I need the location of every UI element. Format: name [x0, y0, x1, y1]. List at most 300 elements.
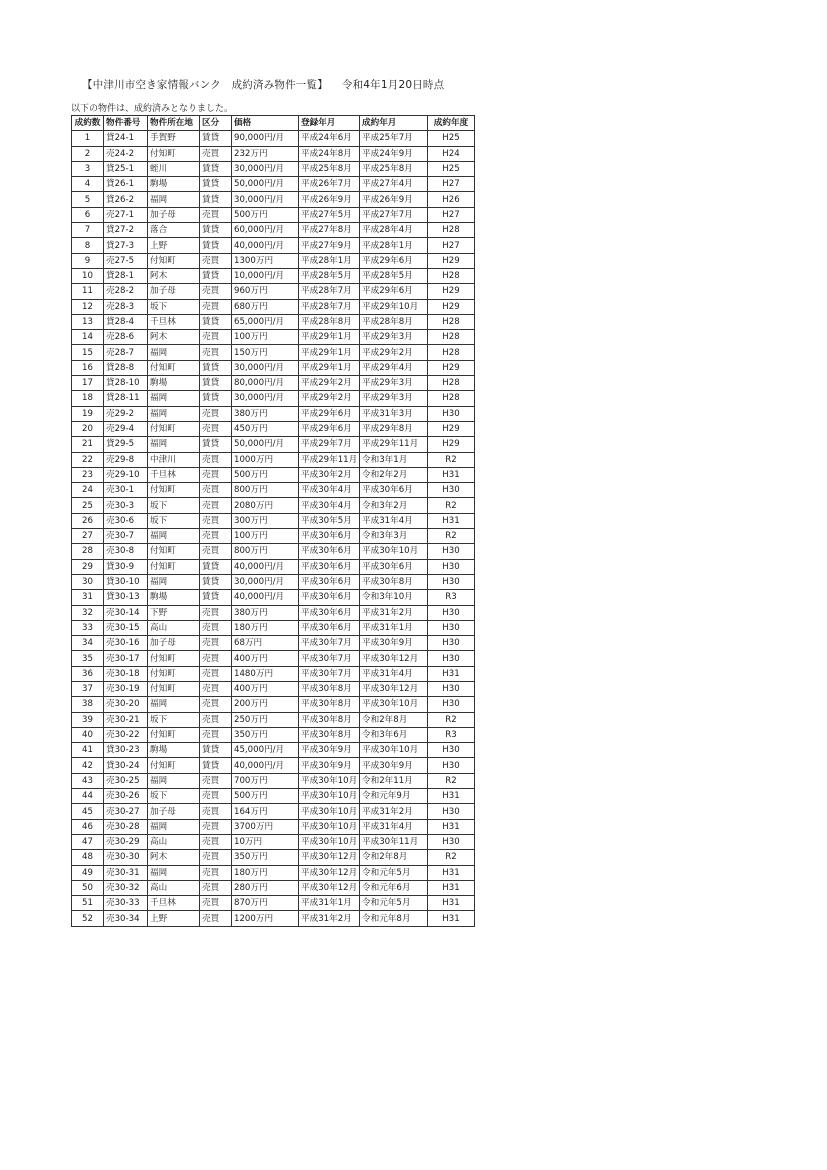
- cell-price: 280万円: [232, 880, 299, 895]
- cell-category: 売買: [200, 789, 232, 804]
- cell-registered: 平成29年6月: [299, 406, 360, 421]
- cell-contract-no: 8: [72, 238, 104, 253]
- column-header-price: 価格: [232, 116, 299, 131]
- cell-contract-no: 32: [72, 605, 104, 620]
- cell-fiscal-year: H28: [428, 268, 475, 283]
- cell-contracted: 令和2年8月: [360, 850, 428, 865]
- cell-registered: 平成30年12月: [299, 865, 360, 880]
- cell-contracted: 令和3年1月: [360, 452, 428, 467]
- cell-property-no: 貸27-2: [104, 223, 148, 238]
- cell-category: 売買: [200, 651, 232, 666]
- column-header-contract-no: 成約数: [72, 116, 104, 131]
- cell-property-no: 売28-3: [104, 299, 148, 314]
- cell-location: 福岡: [148, 391, 200, 406]
- table-row: [72, 681, 475, 696]
- cell-location: 付知町: [148, 681, 200, 696]
- cell-contracted: 平成24年9月: [360, 146, 428, 161]
- cell-price: 450万円: [232, 421, 299, 436]
- table-row: [72, 437, 475, 452]
- cell-fiscal-year: H30: [428, 605, 475, 620]
- cell-registered: 平成31年2月: [299, 911, 360, 926]
- cell-contract-no: 27: [72, 529, 104, 544]
- cell-registered: 平成27年9月: [299, 238, 360, 253]
- cell-location: 坂下: [148, 789, 200, 804]
- cell-property-no: 貸24-1: [104, 131, 148, 146]
- cell-registered: 平成30年6月: [299, 574, 360, 589]
- cell-contracted: 平成28年5月: [360, 268, 428, 283]
- cell-fiscal-year: H26: [428, 192, 475, 207]
- cell-price: 30,000円/月: [232, 391, 299, 406]
- cell-fiscal-year: H31: [428, 513, 475, 528]
- cell-fiscal-year: H31: [428, 865, 475, 880]
- cell-location: 付知町: [148, 146, 200, 161]
- cell-property-no: 貸30-23: [104, 743, 148, 758]
- cell-fiscal-year: H30: [428, 697, 475, 712]
- cell-contracted: 平成29年6月: [360, 284, 428, 299]
- cell-contracted: 平成30年12月: [360, 681, 428, 696]
- cell-property-no: 売30-22: [104, 727, 148, 742]
- cell-location: 付知町: [148, 421, 200, 436]
- cell-category: 売買: [200, 819, 232, 834]
- cell-property-no: 売30-17: [104, 651, 148, 666]
- cell-contract-no: 1: [72, 131, 104, 146]
- table-row: [72, 605, 475, 620]
- cell-fiscal-year: R2: [428, 712, 475, 727]
- cell-category: 売買: [200, 467, 232, 482]
- cell-contracted: 平成30年8月: [360, 574, 428, 589]
- cell-location: 阿木: [148, 268, 200, 283]
- cell-contracted: 令和2年2月: [360, 467, 428, 482]
- cell-price: 500万円: [232, 789, 299, 804]
- cell-contracted: 平成29年6月: [360, 253, 428, 268]
- cell-property-no: 売30-27: [104, 804, 148, 819]
- column-header-location: 物件所在地: [148, 116, 200, 131]
- table-row: [72, 376, 475, 391]
- cell-property-no: 売30-33: [104, 896, 148, 911]
- cell-fiscal-year: R2: [428, 850, 475, 865]
- cell-property-no: 貸28-4: [104, 314, 148, 329]
- table-row: [72, 697, 475, 712]
- table-row: [72, 911, 475, 926]
- cell-contracted: 平成30年6月: [360, 483, 428, 498]
- cell-location: 手賀野: [148, 131, 200, 146]
- cell-contracted: 令和元年9月: [360, 789, 428, 804]
- cell-registered: 平成26年9月: [299, 192, 360, 207]
- cell-location: 福岡: [148, 406, 200, 421]
- cell-contracted: 平成29年3月: [360, 391, 428, 406]
- cell-property-no: 売29-2: [104, 406, 148, 421]
- table-row: [72, 406, 475, 421]
- cell-fiscal-year: R3: [428, 727, 475, 742]
- table-row: [72, 666, 475, 681]
- cell-location: 阿木: [148, 330, 200, 345]
- cell-category: 売買: [200, 406, 232, 421]
- cell-fiscal-year: R2: [428, 773, 475, 788]
- cell-contract-no: 52: [72, 911, 104, 926]
- cell-price: 380万円: [232, 605, 299, 620]
- cell-price: 700万円: [232, 773, 299, 788]
- cell-property-no: 貸28-8: [104, 360, 148, 375]
- cell-contract-no: 38: [72, 697, 104, 712]
- cell-property-no: 売29-10: [104, 467, 148, 482]
- cell-contracted: 平成30年12月: [360, 651, 428, 666]
- cell-fiscal-year: H29: [428, 253, 475, 268]
- cell-category: 売買: [200, 727, 232, 742]
- cell-contracted: 平成30年9月: [360, 636, 428, 651]
- table-row: [72, 529, 475, 544]
- cell-fiscal-year: H30: [428, 406, 475, 421]
- table-row: [72, 850, 475, 865]
- cell-category: 売買: [200, 253, 232, 268]
- cell-location: 福岡: [148, 773, 200, 788]
- cell-price: 680万円: [232, 299, 299, 314]
- cell-fiscal-year: H30: [428, 651, 475, 666]
- cell-contracted: 平成27年4月: [360, 177, 428, 192]
- table-row: [72, 177, 475, 192]
- cell-location: 付知町: [148, 666, 200, 681]
- cell-property-no: 貸26-1: [104, 177, 148, 192]
- cell-property-no: 貸30-24: [104, 758, 148, 773]
- cell-contract-no: 2: [72, 146, 104, 161]
- cell-price: 40,000円/月: [232, 590, 299, 605]
- cell-location: 千旦林: [148, 467, 200, 482]
- cell-price: 40,000円/月: [232, 238, 299, 253]
- cell-price: 232万円: [232, 146, 299, 161]
- cell-fiscal-year: H30: [428, 804, 475, 819]
- cell-fiscal-year: R2: [428, 498, 475, 513]
- cell-category: 売買: [200, 529, 232, 544]
- cell-contract-no: 45: [72, 804, 104, 819]
- cell-fiscal-year: H31: [428, 896, 475, 911]
- table-row: [72, 544, 475, 559]
- cell-location: 付知町: [148, 253, 200, 268]
- cell-property-no: 売24-2: [104, 146, 148, 161]
- cell-registered: 平成30年8月: [299, 697, 360, 712]
- cell-contract-no: 22: [72, 452, 104, 467]
- cell-contract-no: 4: [72, 177, 104, 192]
- cell-location: 付知町: [148, 727, 200, 742]
- cell-category: 売買: [200, 865, 232, 880]
- cell-registered: 平成29年1月: [299, 345, 360, 360]
- cell-location: 付知町: [148, 544, 200, 559]
- cell-registered: 平成30年7月: [299, 636, 360, 651]
- cell-price: 65,000円/月: [232, 314, 299, 329]
- cell-price: 3700万円: [232, 819, 299, 834]
- cell-price: 164万円: [232, 804, 299, 819]
- table-row: [72, 773, 475, 788]
- cell-contract-no: 16: [72, 360, 104, 375]
- cell-registered: 平成30年4月: [299, 498, 360, 513]
- cell-contracted: 平成31年4月: [360, 819, 428, 834]
- cell-location: 下野: [148, 605, 200, 620]
- cell-price: 10,000円/月: [232, 268, 299, 283]
- cell-price: 180万円: [232, 865, 299, 880]
- table-row: [72, 758, 475, 773]
- cell-location: 坂下: [148, 299, 200, 314]
- cell-contract-no: 14: [72, 330, 104, 345]
- cell-property-no: 貸29-5: [104, 437, 148, 452]
- cell-property-no: 貸30-13: [104, 590, 148, 605]
- cell-price: 350万円: [232, 727, 299, 742]
- table-row: [72, 574, 475, 589]
- cell-registered: 平成29年2月: [299, 391, 360, 406]
- cell-registered: 平成30年8月: [299, 681, 360, 696]
- cell-location: 付知町: [148, 651, 200, 666]
- cell-registered: 平成30年6月: [299, 590, 360, 605]
- cell-location: 蛭川: [148, 161, 200, 176]
- cell-fiscal-year: H28: [428, 376, 475, 391]
- cell-location: 駒場: [148, 743, 200, 758]
- cell-price: 30,000円/月: [232, 161, 299, 176]
- cell-registered: 平成30年12月: [299, 850, 360, 865]
- cell-category: 売買: [200, 850, 232, 865]
- cell-property-no: 売30-16: [104, 636, 148, 651]
- cell-price: 500万円: [232, 207, 299, 222]
- cell-registered: 平成31年1月: [299, 896, 360, 911]
- cell-category: 賃貸: [200, 743, 232, 758]
- cell-fiscal-year: H30: [428, 559, 475, 574]
- cell-contract-no: 15: [72, 345, 104, 360]
- cell-location: 千旦林: [148, 314, 200, 329]
- cell-fiscal-year: H27: [428, 238, 475, 253]
- cell-location: 千旦林: [148, 896, 200, 911]
- cell-registered: 平成30年8月: [299, 712, 360, 727]
- cell-property-no: 売28-2: [104, 284, 148, 299]
- cell-contracted: 平成30年6月: [360, 559, 428, 574]
- cell-property-no: 売29-8: [104, 452, 148, 467]
- column-header-fiscal-year: 成約年度: [428, 116, 475, 131]
- cell-category: 売買: [200, 544, 232, 559]
- cell-fiscal-year: H30: [428, 636, 475, 651]
- cell-contract-no: 13: [72, 314, 104, 329]
- cell-registered: 平成28年8月: [299, 314, 360, 329]
- table-row: [72, 421, 475, 436]
- cell-fiscal-year: H29: [428, 437, 475, 452]
- cell-price: 1300万円: [232, 253, 299, 268]
- cell-price: 180万円: [232, 620, 299, 635]
- cell-price: 100万円: [232, 330, 299, 345]
- cell-price: 100万円: [232, 529, 299, 544]
- cell-category: 売買: [200, 712, 232, 727]
- cell-registered: 平成30年8月: [299, 727, 360, 742]
- cell-contracted: 平成28年1月: [360, 238, 428, 253]
- page-title: [82, 77, 444, 92]
- cell-price: 200万円: [232, 697, 299, 712]
- intro-text: 以下の物件は、成約済みとなりました。: [71, 104, 234, 114]
- cell-category: 売買: [200, 207, 232, 222]
- cell-price: 45,000円/月: [232, 743, 299, 758]
- cell-location: 坂下: [148, 498, 200, 513]
- table-row: [72, 483, 475, 498]
- cell-price: 400万円: [232, 651, 299, 666]
- table-row: [72, 223, 475, 238]
- cell-property-no: 貸28-10: [104, 376, 148, 391]
- cell-category: 賃貸: [200, 268, 232, 283]
- cell-fiscal-year: H31: [428, 467, 475, 482]
- cell-price: 30,000円/月: [232, 192, 299, 207]
- cell-registered: 平成30年12月: [299, 880, 360, 895]
- cell-property-no: 売30-25: [104, 773, 148, 788]
- cell-contract-no: 10: [72, 268, 104, 283]
- cell-contracted: 平成30年10月: [360, 697, 428, 712]
- cell-contract-no: 51: [72, 896, 104, 911]
- cell-contract-no: 19: [72, 406, 104, 421]
- column-header-registered: 登録年月: [299, 116, 360, 131]
- cell-fiscal-year: H29: [428, 421, 475, 436]
- cell-location: 加子母: [148, 207, 200, 222]
- cell-registered: 平成28年7月: [299, 299, 360, 314]
- table-row: [72, 559, 475, 574]
- cell-fiscal-year: H28: [428, 330, 475, 345]
- cell-category: 賃貸: [200, 437, 232, 452]
- cell-property-no: 売30-21: [104, 712, 148, 727]
- table-row: [72, 268, 475, 283]
- cell-location: 高山: [148, 834, 200, 849]
- cell-category: 賃貸: [200, 758, 232, 773]
- title-date: 令和4年1月20日時点: [341, 79, 445, 91]
- cell-price: 90,000円/月: [232, 131, 299, 146]
- cell-property-no: 売28-7: [104, 345, 148, 360]
- cell-contracted: 平成29年11月: [360, 437, 428, 452]
- cell-registered: 平成29年7月: [299, 437, 360, 452]
- table-row: [72, 161, 475, 176]
- cell-fiscal-year: R2: [428, 529, 475, 544]
- cell-fiscal-year: H30: [428, 483, 475, 498]
- cell-location: 加子母: [148, 804, 200, 819]
- table-header-row: [72, 116, 475, 131]
- cell-registered: 平成30年6月: [299, 544, 360, 559]
- cell-property-no: 貸30-9: [104, 559, 148, 574]
- cell-price: 870万円: [232, 896, 299, 911]
- cell-registered: 平成28年1月: [299, 253, 360, 268]
- cell-category: 売買: [200, 880, 232, 895]
- cell-contracted: 平成31年2月: [360, 605, 428, 620]
- table-row: [72, 590, 475, 605]
- cell-registered: 平成30年7月: [299, 666, 360, 681]
- cell-location: 坂下: [148, 513, 200, 528]
- cell-category: 売買: [200, 605, 232, 620]
- cell-price: 1480万円: [232, 666, 299, 681]
- cell-location: 高山: [148, 880, 200, 895]
- cell-contract-no: 7: [72, 223, 104, 238]
- cell-property-no: 売30-7: [104, 529, 148, 544]
- cell-contract-no: 24: [72, 483, 104, 498]
- cell-contracted: 平成30年10月: [360, 743, 428, 758]
- cell-contract-no: 43: [72, 773, 104, 788]
- cell-category: 賃貸: [200, 391, 232, 406]
- cell-contracted: 平成31年4月: [360, 666, 428, 681]
- table-row: [72, 467, 475, 482]
- cell-fiscal-year: R3: [428, 590, 475, 605]
- cell-contracted: 令和元年5月: [360, 865, 428, 880]
- cell-price: 250万円: [232, 712, 299, 727]
- cell-contract-no: 29: [72, 559, 104, 574]
- cell-location: 福岡: [148, 345, 200, 360]
- cell-fiscal-year: H25: [428, 131, 475, 146]
- cell-category: 売買: [200, 697, 232, 712]
- cell-contracted: 平成25年7月: [360, 131, 428, 146]
- table-row: [72, 345, 475, 360]
- cell-category: 売買: [200, 284, 232, 299]
- cell-location: 福岡: [148, 574, 200, 589]
- cell-category: 賃貸: [200, 131, 232, 146]
- cell-contract-no: 12: [72, 299, 104, 314]
- table-row: [72, 896, 475, 911]
- cell-registered: 平成29年6月: [299, 421, 360, 436]
- cell-property-no: 売30-6: [104, 513, 148, 528]
- cell-property-no: 売30-29: [104, 834, 148, 849]
- cell-fiscal-year: H29: [428, 284, 475, 299]
- cell-fiscal-year: H30: [428, 743, 475, 758]
- cell-fiscal-year: H31: [428, 911, 475, 926]
- cell-location: 加子母: [148, 284, 200, 299]
- cell-contract-no: 40: [72, 727, 104, 742]
- cell-property-no: 売30-32: [104, 880, 148, 895]
- cell-category: 売買: [200, 636, 232, 651]
- cell-category: 売買: [200, 804, 232, 819]
- cell-category: 売買: [200, 681, 232, 696]
- cell-property-no: 売27-5: [104, 253, 148, 268]
- cell-price: 40,000円/月: [232, 758, 299, 773]
- cell-contracted: 令和元年6月: [360, 880, 428, 895]
- cell-property-no: 売30-18: [104, 666, 148, 681]
- cell-registered: 平成25年8月: [299, 161, 360, 176]
- cell-property-no: 売28-6: [104, 330, 148, 345]
- cell-category: 売買: [200, 146, 232, 161]
- cell-price: 40,000円/月: [232, 559, 299, 574]
- cell-contracted: 令和3年6月: [360, 727, 428, 742]
- cell-registered: 平成24年8月: [299, 146, 360, 161]
- cell-category: 売買: [200, 483, 232, 498]
- cell-contract-no: 49: [72, 865, 104, 880]
- cell-contracted: 令和3年3月: [360, 529, 428, 544]
- table-row: [72, 330, 475, 345]
- cell-registered: 平成30年6月: [299, 529, 360, 544]
- cell-contract-no: 5: [72, 192, 104, 207]
- cell-category: 売買: [200, 299, 232, 314]
- cell-category: 売買: [200, 330, 232, 345]
- cell-price: 10万円: [232, 834, 299, 849]
- cell-registered: 平成30年10月: [299, 789, 360, 804]
- cell-registered: 平成30年9月: [299, 758, 360, 773]
- cell-registered: 平成27年5月: [299, 207, 360, 222]
- cell-contract-no: 44: [72, 789, 104, 804]
- cell-fiscal-year: H30: [428, 574, 475, 589]
- cell-location: 付知町: [148, 758, 200, 773]
- cell-location: 坂下: [148, 712, 200, 727]
- cell-category: 売買: [200, 620, 232, 635]
- cell-contracted: 平成30年10月: [360, 544, 428, 559]
- cell-contract-no: 6: [72, 207, 104, 222]
- cell-category: 賃貸: [200, 559, 232, 574]
- cell-fiscal-year: H30: [428, 758, 475, 773]
- cell-contract-no: 30: [72, 574, 104, 589]
- cell-registered: 平成30年2月: [299, 467, 360, 482]
- cell-price: 300万円: [232, 513, 299, 528]
- cell-price: 400万円: [232, 681, 299, 696]
- cell-registered: 平成27年8月: [299, 223, 360, 238]
- table-row: [72, 789, 475, 804]
- cell-contracted: 平成31年4月: [360, 513, 428, 528]
- cell-registered: 平成30年10月: [299, 804, 360, 819]
- cell-price: 1200万円: [232, 911, 299, 926]
- cell-contract-no: 23: [72, 467, 104, 482]
- table-row: [72, 314, 475, 329]
- cell-property-no: 売30-8: [104, 544, 148, 559]
- cell-contract-no: 9: [72, 253, 104, 268]
- cell-location: 阿木: [148, 850, 200, 865]
- cell-category: 売買: [200, 421, 232, 436]
